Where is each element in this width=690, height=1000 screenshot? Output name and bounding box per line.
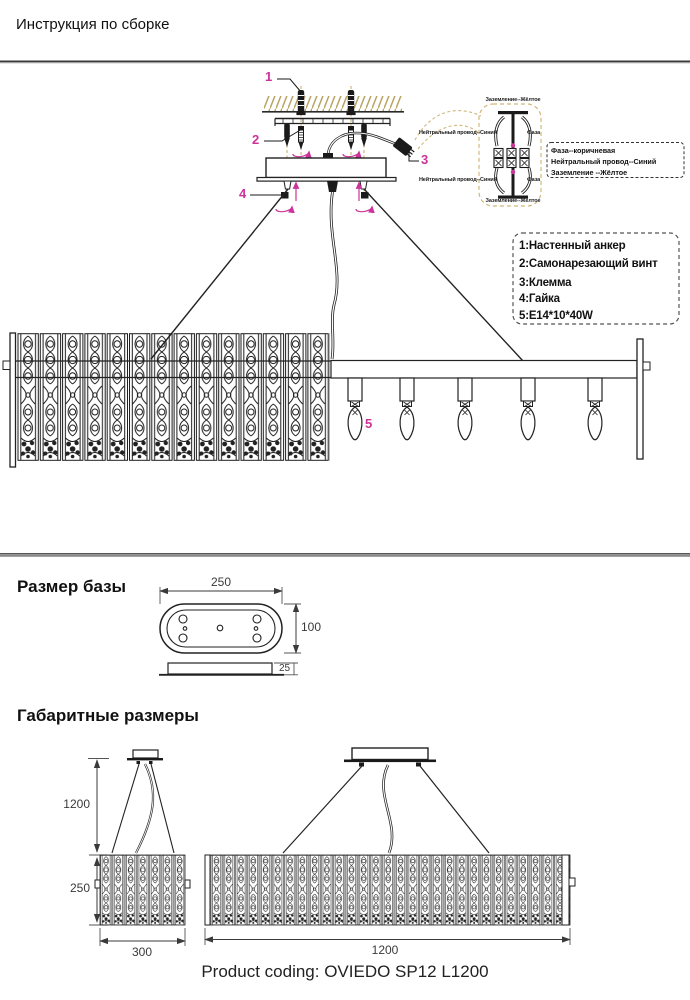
callout-5: 5 xyxy=(365,416,373,431)
mounting-bracket xyxy=(275,119,390,127)
terminal-diagram xyxy=(479,104,541,206)
overall-body-height-dim: 250 xyxy=(69,881,90,895)
wire-color-legend xyxy=(551,145,656,179)
candle-bulb xyxy=(348,378,362,440)
terminal-block xyxy=(494,149,529,168)
wiring-neutral-bottom-label: Нейтральный провод--Синий xyxy=(418,177,497,183)
candle-bulbs xyxy=(348,378,602,440)
end-plate-left xyxy=(3,333,16,467)
base-height-dim: 100 xyxy=(301,620,322,634)
wiring-neutral-top-label: Нейтральный провод--Синий xyxy=(418,130,497,136)
overall-size-heading: Габаритные размеры xyxy=(17,706,199,725)
candle-bulb xyxy=(521,378,535,440)
power-cord-drop xyxy=(331,192,337,359)
wiring-ground-top-label: Заземление--Жёлтое xyxy=(485,97,541,103)
page-title: Инструкция по сборке xyxy=(16,16,170,33)
overall-drop-dim: 1200 xyxy=(63,797,90,811)
crystal-panel-row xyxy=(17,333,330,461)
overall-front-view xyxy=(205,748,575,945)
overall-side-width-dim: 300 xyxy=(131,945,153,959)
section-divider-middle xyxy=(0,553,690,557)
end-plate-right xyxy=(637,339,650,459)
candle-bulb xyxy=(588,378,602,440)
base-top-view xyxy=(160,587,301,653)
self-tapping-screw-right xyxy=(348,126,354,150)
candle-bulb xyxy=(458,378,472,440)
parts-item-3: 3:Клемма xyxy=(519,276,572,289)
wiring-ground-bottom-label: Заземление--Жёлтое xyxy=(485,197,541,204)
plug-connector xyxy=(393,137,416,159)
wiring-phase-bottom-label: Фаза xyxy=(527,177,541,183)
parts-item-1: 1:Настенный анкер xyxy=(519,240,626,252)
base-width-dim: 250 xyxy=(210,575,232,589)
product-coding: Product coding: OVIEDO SP12 L1200 xyxy=(201,962,489,981)
legend-neutral: Нейтральный провод--Синий xyxy=(551,156,657,166)
canopy xyxy=(257,153,396,192)
candle-bulb xyxy=(400,378,414,440)
hanger-bolt-left xyxy=(284,124,290,147)
base-thickness-dim: 25 xyxy=(279,662,291,674)
base-side-view xyxy=(159,663,298,675)
legend-ground: Заземление --Жёлтое xyxy=(551,167,628,177)
parts-item-2: 2:Самонарезающий винт xyxy=(519,258,658,270)
base-size-heading: Размер базы xyxy=(17,577,127,596)
hanger-bolt-right xyxy=(361,124,367,147)
section-divider-top xyxy=(0,61,690,64)
callout-4: 4 xyxy=(239,186,247,201)
wiring-phase-top-label: Фаза xyxy=(527,130,541,136)
callout-3: 3 xyxy=(421,152,429,167)
overall-side-view xyxy=(88,750,190,946)
callout-1: 1 xyxy=(265,69,273,84)
ceiling-hatch xyxy=(262,96,404,112)
legend-phase: Фаза--коричневая xyxy=(551,145,616,155)
callout-2: 2 xyxy=(252,132,260,147)
overall-length-dim: 1200 xyxy=(371,943,399,957)
parts-item-4: 4:Гайка xyxy=(519,293,560,305)
parts-item-5: 5:E14*10*40W xyxy=(519,309,593,322)
